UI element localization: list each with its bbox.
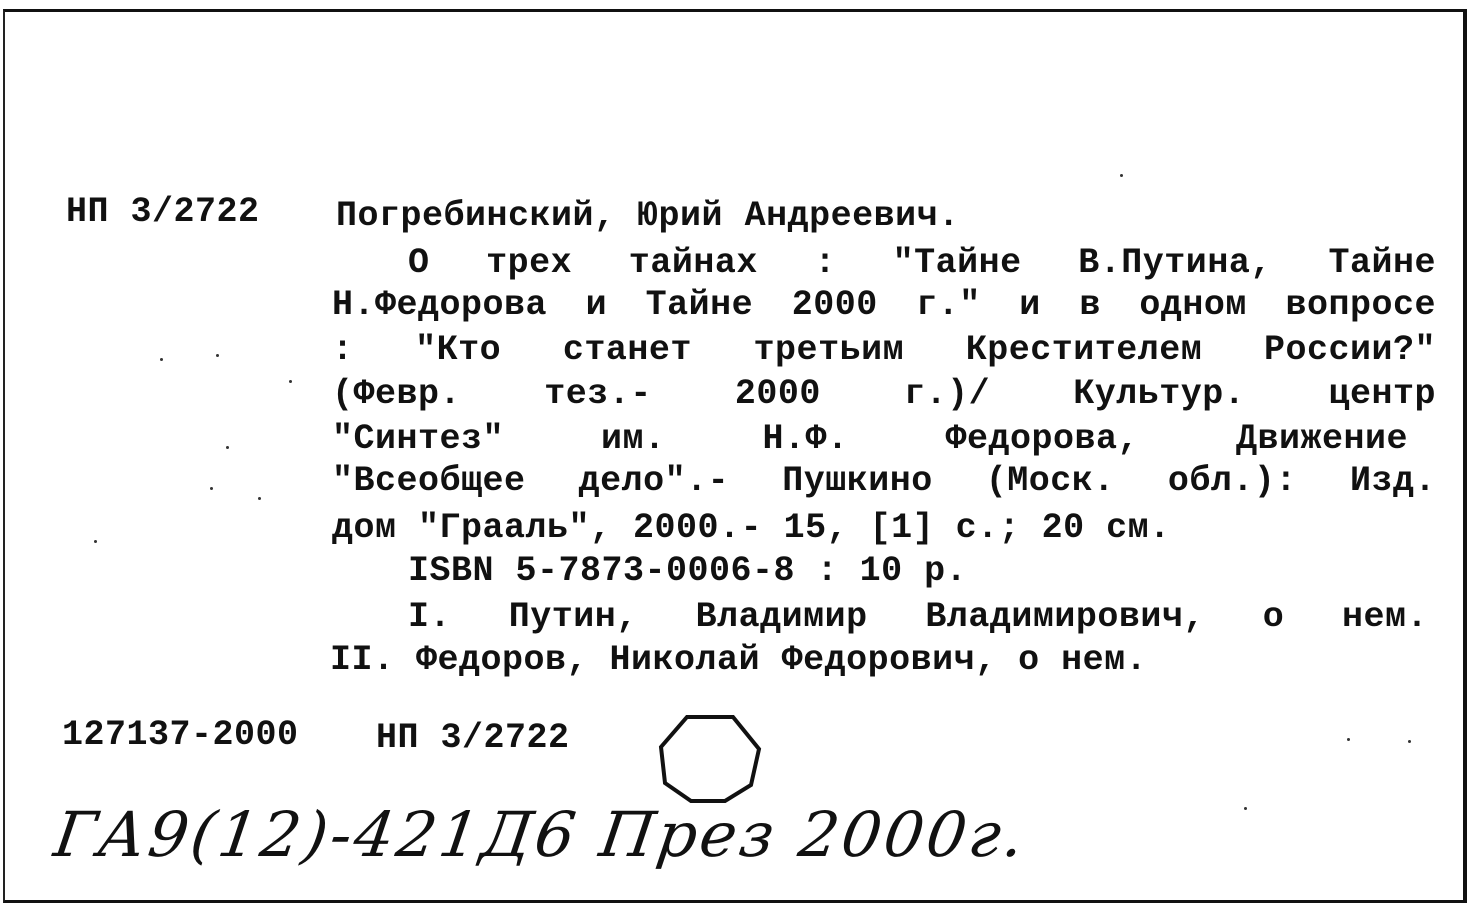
- description-line-7: дом "Грааль", 2000.- 15, [1] с.; 20 см.: [332, 508, 1171, 548]
- description-line-2: Н.Федорова и Тайне 2000 г." и в одном вопросе: [332, 285, 1436, 325]
- description-line-6: "Всеобщее дело".- Пушкино (Моск. обл.): Изд.: [332, 461, 1436, 501]
- scan-speck: [1244, 807, 1247, 810]
- description-line-5: "Синтез" им. Н.Ф. Федорова, Движение: [332, 419, 1408, 459]
- scan-speck: [210, 487, 213, 490]
- scan-speck: [289, 380, 292, 383]
- description-line-4: (Февр. тез.- 2000 г.)/ Культур. центр: [332, 374, 1436, 414]
- scan-speck: [1120, 174, 1123, 177]
- punch-hole-octagon: [655, 713, 765, 805]
- handwritten-classification-note: ГА9(12)-421Д6 През 2000г.: [49, 798, 1032, 871]
- isbn-line: ISBN 5-7873-0006-8 : 10 р.: [408, 551, 968, 591]
- shelfmark-bottom: НП 3/2722: [376, 718, 570, 758]
- description-line-1: О трех тайнах : "Тайне В.Путина, Тайне: [408, 243, 1436, 283]
- record-number: 127137-2000: [62, 715, 299, 755]
- scan-speck: [1347, 738, 1350, 741]
- shelfmark-top: НП 3/2722: [66, 192, 260, 232]
- scan-speck: [94, 540, 97, 543]
- scan-speck: [258, 497, 261, 500]
- scan-speck: [1408, 740, 1411, 743]
- scan-speck: [160, 358, 163, 361]
- scan-speck: [216, 354, 219, 357]
- author-heading: Погребинский, Юрий Андреевич.: [336, 196, 960, 236]
- scan-speck: [226, 446, 229, 449]
- subject-line-1: I. Путин, Владимир Владимирович, о нем.: [408, 597, 1428, 637]
- description-line-3: : "Кто станет третьим Крестителем России?": [332, 330, 1436, 370]
- subject-line-2: II. Федоров, Николай Федорович, о нем.: [330, 640, 1148, 680]
